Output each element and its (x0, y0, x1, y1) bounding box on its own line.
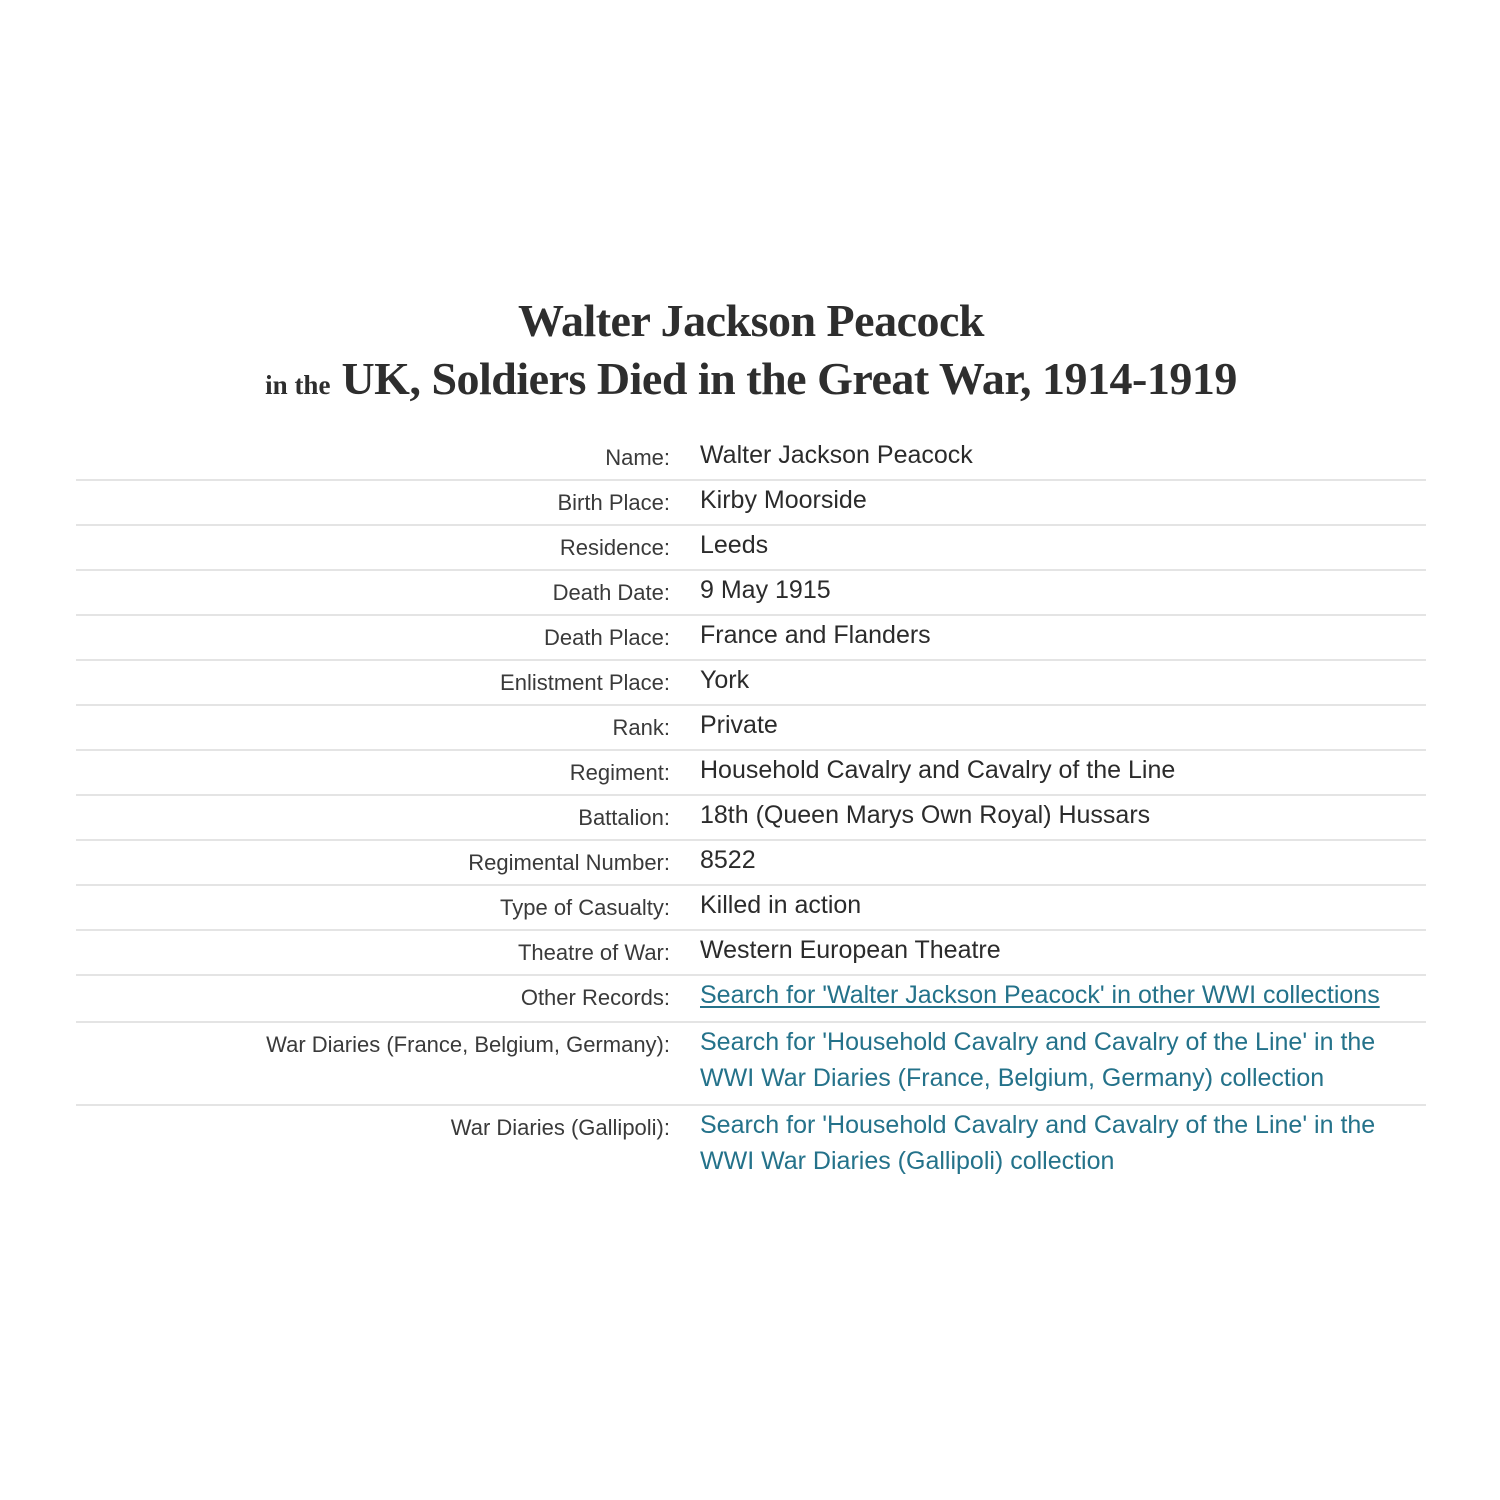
field-row-war-diaries-gallipoli (76, 1106, 1426, 1187)
field-label: Enlistment Place: (500, 670, 670, 695)
field-label: War Diaries (France, Belgium, Germany): (266, 1032, 670, 1057)
field-value: 8522 (700, 846, 756, 874)
field-row-death-date (76, 571, 1426, 616)
collection-prefix: in the (265, 370, 331, 400)
field-value (670, 1023, 1426, 1104)
war-diaries-france-link[interactable]: Search for 'Household Cavalry and Cavalry of the Line' in the WWI War Diaries (France, Belgium, Germany) collection (700, 1028, 1376, 1092)
field-value: York (700, 666, 750, 694)
field-value: Kirby Moorside (700, 486, 867, 514)
field-label: War Diaries (Gallipoli): (450, 1115, 670, 1140)
war-diaries-gallipoli-link[interactable]: Search for 'Household Cavalry and Cavalry of the Line' in the WWI War Diaries (Gallipoli) collection (700, 1111, 1376, 1175)
field-value: Walter Jackson Peacock (700, 441, 973, 469)
field-label: Theatre of War: (517, 940, 670, 965)
field-value (670, 976, 1426, 1021)
field-value: Killed in action (700, 891, 862, 919)
field-value: Private (700, 711, 778, 739)
record-detail (76, 292, 1426, 1187)
field-label: Residence: (559, 535, 670, 560)
field-label: Death Place: (544, 625, 670, 650)
field-value: Household Cavalry and Cavalry of the Line (700, 756, 1176, 784)
field-value: 9 May 1915 (700, 576, 831, 604)
field-row-regiment (76, 751, 1426, 796)
field-value: Leeds (700, 531, 769, 559)
field-row-type-of-casualty (76, 886, 1426, 931)
field-label: Death Date: (552, 580, 670, 605)
field-value (670, 1106, 1426, 1187)
field-label: Other Records: (520, 985, 670, 1010)
field-label: Type of Casualty: (500, 895, 670, 920)
field-row-enlistment-place (76, 661, 1426, 706)
field-row-war-diaries-france (76, 1023, 1426, 1106)
record-fields-table (76, 436, 1426, 1187)
field-row-regimental-number (76, 841, 1426, 886)
field-row-theatre-of-war (76, 931, 1426, 976)
record-title-collection (76, 350, 1426, 414)
field-label: Regimental Number: (468, 850, 670, 875)
field-row-death-place (76, 616, 1426, 661)
field-value: France and Flanders (700, 621, 931, 649)
record-title-name: Walter Jackson Peacock (518, 295, 984, 346)
field-label: Birth Place: (557, 490, 670, 515)
field-value: 18th (Queen Marys Own Royal) Hussars (700, 801, 1151, 829)
field-row-name (76, 436, 1426, 481)
field-label: Name: (605, 445, 670, 470)
field-row-birth-place (76, 481, 1426, 526)
field-label: Battalion: (578, 805, 670, 830)
field-value: Western European Theatre (700, 936, 1001, 964)
field-label: Rank: (612, 715, 670, 740)
field-row-other-records (76, 976, 1426, 1023)
other-records-link[interactable]: Search for 'Walter Jackson Peacock' in other WWI collections (700, 981, 1380, 1009)
field-row-battalion (76, 796, 1426, 841)
field-row-residence (76, 526, 1426, 571)
field-row-rank (76, 706, 1426, 751)
field-label: Regiment: (569, 760, 670, 785)
collection-name: UK, Soldiers Died in the Great War, 1914-1919 (341, 353, 1237, 404)
